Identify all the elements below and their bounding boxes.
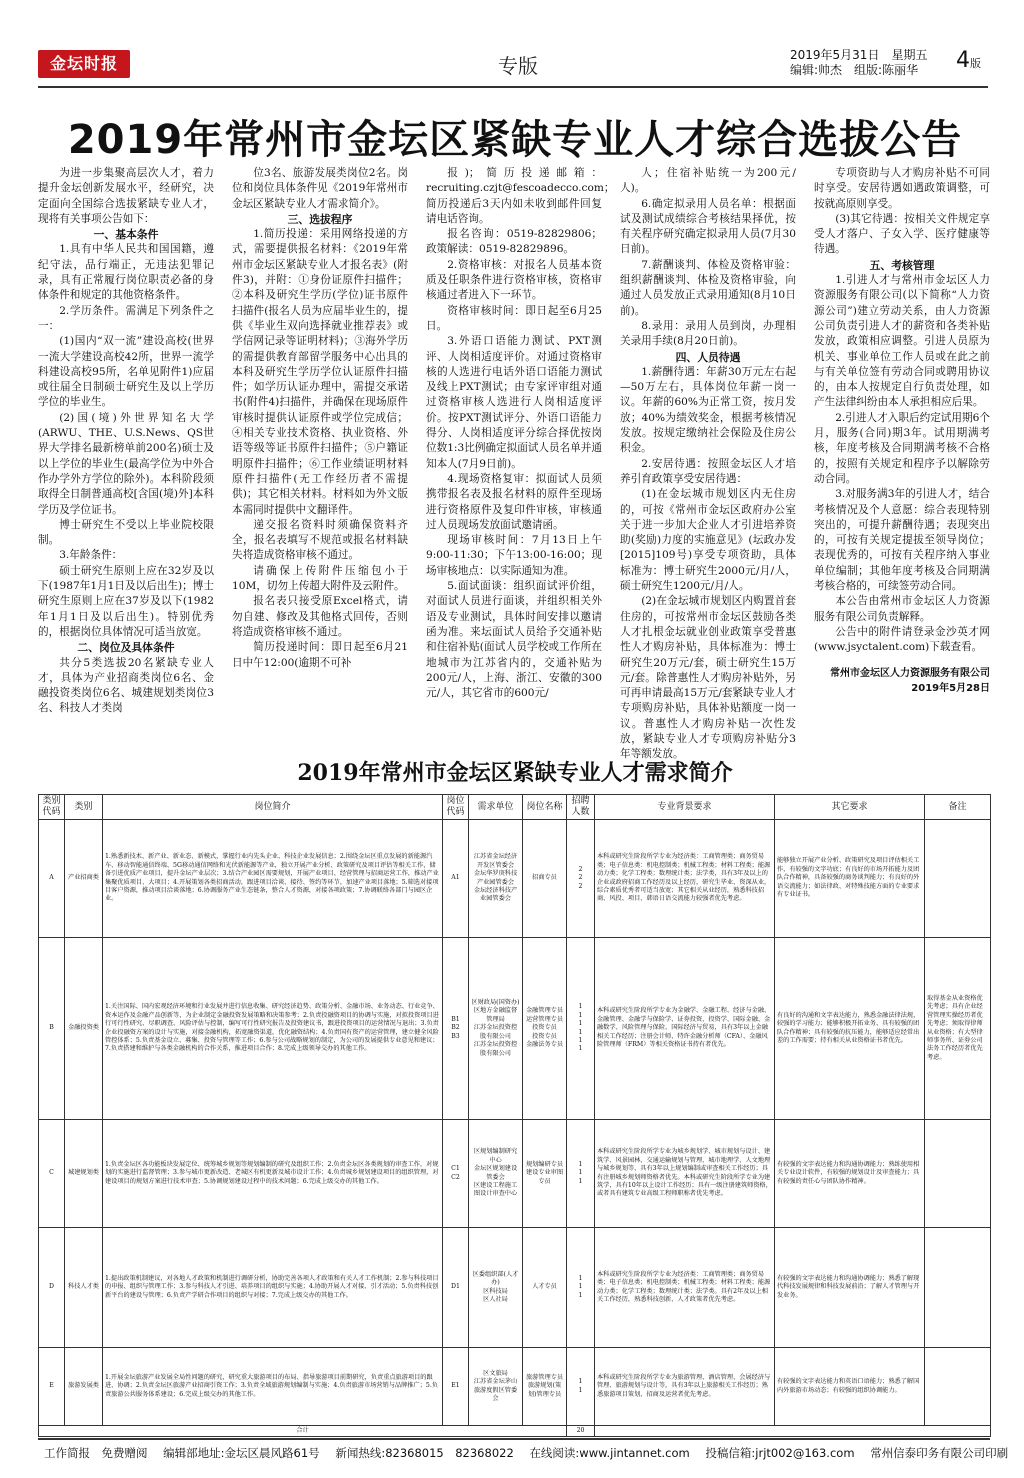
requirements-table [38,794,991,1437]
remark [925,820,991,938]
paragraph: 1.引进人才与常州市金坛区人力资源服务有限公司(以下简称“人力资源公司”)建立劳动关系，由人力资源公司负责引进人才的薪资和各类补贴发放，政策相应调整。引进人员原为机关、事业单位工作人员或在此之前与有关单位签有劳动合同或聘用协议的，由本人按规定自行负责处理，如产生法律纠纷由本人承担相应后果。 [814,274,990,409]
text-column [426,166,615,701]
post-name: 旅游管理专员 旅游规划(策划)管理专员 [523,1348,567,1426]
paragraph: 专项资助与人才购房补贴不可同时享受。安居待遇如遇政策调整，可按就高原则享受。 [814,167,990,210]
column-header: 需求单位 [469,795,523,820]
paragraph: 博士研究生不受以上毕业院校限制。 [38,518,214,547]
demand-unit: 区文旅局 江苏省金坛茅山旅游度假区管委会 [469,1348,523,1426]
post-intro: 1.开展金坛旅游产业发展全局性问题的研究，研究重大旅游项目的布局、指导旅游项目前期研究，负责重点旅游项目的跟进、协调；2.负责金坛区旅游产业招商引资工作；3.负责全域旅游规划编制与实施；4.负责旅游市场营销与品牌推广；5.负责旅游公共服务体系建设；6.完成上级交办的其他工作。 [103,1348,443,1426]
hire-count: 2 2 2 [567,820,595,938]
section-heading: 四、人员待遇 [675,350,741,364]
newspaper-logo: 金坛时报 [38,50,130,78]
page-unit: 版 [970,57,981,70]
paragraph: 为进一步集聚高层次人才，着力提升金坛创新发展水平，经研究，决定面向全国综合选拔紧缺专业人才，现将有关事项公告如下： [38,167,214,225]
column-header: 岗位代码 [443,795,469,820]
section-heading: 三、选拔程序 [287,212,353,226]
footer-address: 编辑部地址:金坛区晨风路61号 [163,1446,320,1460]
post-intro: 1.负责金坛区各功能板块发展定位、统筹城乡规划等规划编制的研究及组织工作；2.负责金坛区各类规划的审查工作，对规划的实施进行监督管理；3.参与城市更新改造、老城区有机更新及城市设计工作；4.负责城乡规划建设项目的组织管理，对建设项目的规划方案进行技术审查；5.协调规划建设过程中的技术问题；6.完成上级交办的其他工作。 [103,1120,443,1228]
page-title: 2019年常州市金坛区紧缺专业人才综合选拔公告 [67,117,963,163]
table-row [39,1228,991,1348]
major-requirement: 本科或研究生阶段所学专业为经济类：工商管理类；商务贸易类；电子信息类：机电控制类；机械工程类；材料工程类；能源动力类；化学工程类；数理统计类；法学类，具有3年及以上的企业或政府招商工作经历及以上经历，研究生毕业、资深从业，综合素质优秀者可适当放宽；其它相关从业经历，熟悉科技招商、风投、项目、韩语日语交流能力较强者优先考虑。 [595,820,775,938]
post-code: B1 B2 B3 [443,938,469,1120]
post-intro: 1.熟悉新技术、新产业、新业态、新模式，掌握行业内先头企业、科技企业发展信息；2.围绕金坛区重点发展的新能源汽车、移动智能通信终端、5G移动通信网络和光伏新能源等产业，独立开展产业分析、政策研究及项目评估等相关工作，储备引进优质产业项目，提升金坛产业层次；3.结合产业园区需要规划，开展产业项目、经营管理与招商运营工作，推动产业集聚优质项目、大项目；4.开展策划各类招商活动，跟进项目洽谈、接待、签约等环节，加速产业项目落地；5.筛选对接项目客户资源，推动项目洽谈落地；6.协调服务产业生态链条，整合人才资源，对接各项政策；7.协调联络各部门与园区企业。 [103,820,443,938]
other-requirement: 有良好的沟通和文字表达能力，熟悉金融法律法规，较强的学习能力；能够积极开拓业务、具有较强的团队合作精神；具有较强的抗压能力，能够适应经常出差的工作需要；持有相关从业资格证书者优先。 [775,938,925,1120]
paragraph: 2.安居待遇：按照金坛区人才培养引育政策享受安居待遇： [620,457,796,485]
announcement-columns [38,166,990,761]
paragraph: 3.对服务满3年的引进人才，结合考核情况及个人意愿：综合表现特别突出的，可提升薪酬待遇；表现突出的，可按有关规定提拔至领导岗位；表现优秀的，可按有关程序纳入事业单位编制；其他年度考核及合同期满考核合格的，可续签劳动合同。 [814,488,990,593]
paragraph: 递交报名资料时须确保资料齐全，报名表填写不规范或报名材料缺失将造成资格审核不通过。 [232,518,408,562]
post-name: 人才专员 [523,1228,567,1348]
page-number [956,48,981,73]
column-header: 其它要求 [775,795,925,820]
major-requirement: 本科或研究生阶段所学专业为经济类：工商管理类；商务贸易类；电子信息类；机电控制类；机械工程类；材料工程类；能源动力类；化学工程类；数理统计类；法学类。具有2年及以上相关工作经历，熟悉科技创新、人才政策者优先考虑。 [595,1228,775,1348]
demand-unit: 区财政局(国资办) 区地方金融监督管理局 江苏金坛投资控股有限公司 江苏金坛投资控股有限公司 [469,938,523,1120]
other-requirement: 能够独立开展产业分析、政策研究及项目评估相关工作，有较强的文字功底；有良好的市场开拓能力及团队合作精神，具备较强的商务谈判能力；有良好的外语交流能力；如法律政、对特殊技能方面的专业要求有专业证书。 [775,820,925,938]
demand-unit: 江苏省金坛经济开发区管委会 金坛华罗庚科技产业园管委会 金坛经济科技产业园管委会 [469,820,523,938]
column-header: 备注 [925,795,991,820]
category-code: B [39,938,65,1120]
section-name: 专版 [498,54,538,78]
column-header: 岗位名称 [523,795,567,820]
paragraph: 4.现场资格复审：拟面试人员须携带报名表及报名材料的原件至现场进行资格原件及复印件审核，审核通过人员现场发放面试邀请函。 [426,472,602,531]
hire-count: 1 1 1 [567,1228,595,1348]
remark [925,1348,991,1426]
paragraph: 资格审核时间：即日起至6月25日。 [426,304,602,332]
category-name: 城建规划类 [65,1120,103,1228]
post-intro: 1.提出政策机制建议，对各地人才政策和机制进行调研分析，协助完善各项人才政策和有关人才工作机制；2.参与科技项目的申报、组织与管理工作；3.参与科技人才引进、培养项目的组织与实施；4.协助开展人才对接、引才活动；5.负责科技创新平台的建设与管理；6.负责产学研合作项目的组织与对接；7.完成上级交办的其他工作。 [103,1228,443,1348]
paragraph: 位3名、旅游发展类岗位2名。岗位和岗位具体条件见《2019年常州市金坛区紧缺专业人才需求简介》。 [232,167,408,210]
category-name: 金融投资类 [65,938,103,1120]
paragraph: 报名咨询：0519-82829806；政策解读：0519-82829896。 [426,228,602,256]
paragraph: 本公告由常州市金坛区人力资源服务有限公司负责解释。 [814,595,990,623]
paragraph: 5.面试面谈：组织面试评价组，对面试人员进行面谈，并组织相关外语及专业测试，具体时间安排以邀请函为准。来坛面试人员给予交通补贴和住宿补贴(面试人员学校或工作所在地城市为江苏省内的，交通补贴为200元/人，上海、浙江、安徽的300元/人，其它省市的600元/ [426,580,602,700]
column-header: 招聘人数 [567,795,595,820]
post-name: 规划编研专员 建设专业审图专员 [523,1120,567,1228]
paragraph: (2)在金坛城市规划区内购置首套住房的，可按常州市金坛区鼓励各类人才扎根金坛就业创业政策享受普惠性人才购房补贴，具体标准为：博士研究生20万元/套，硕士研究生15万元/套。除普惠性人才购房补贴外，另可再申请最高15万元/套紧缺专业人才专项购房补贴，具体补贴额度一岗一议。普惠性人才购房补贴一次性发放，紧缺专业人才专项购房补贴分3年等额发放。 [620,595,796,761]
other-requirement: 有较强的文字表达能力和沟通协调能力；熟练使用相关专业设计软件，有较强的规划设计及审查能力；具有较强的责任心与团队协作精神。 [775,1120,925,1228]
category-code: E [39,1348,65,1426]
major-requirement: 本科或研究生阶段所学专业为金融学、金融工程、经济与金融、金融管理、金融学与保险学、证券投资、投资学、国际金融、金融数学、风险管理与保险、国际经济与贸易，具有3年以上金融相关工作经历；注册会计师、特许金融分析师（CFA）、金融风险管理师（FRM）等相关资格证书持有者优先。 [595,938,775,1120]
paragraph: (2)国(境)外世界知名大学(ARWU、THE、U.S.News、QS世界大学排名最新榜单前200名)硕士及以上学位的毕业生(最高学位为中外合作办学外方学位的除外)。本科阶段须取得全日制普通高校[含国(境)外]本科学历及学位证书。 [38,411,214,516]
hire-count: 1 1 [567,1348,595,1426]
paragraph: 现场审核时间：7月13日上午9:00-11:30；下午13:00-16:00；现场审核地点：以实际通知为准。 [426,534,602,577]
total-label: 合计 [39,1426,567,1437]
total-row [39,1426,991,1437]
signature: 常州市金坛区人力资源服务有限公司 [830,667,990,679]
post-code: D1 [443,1228,469,1348]
paragraph: 硕士研究生原则上应在32岁及以下(1987年1月1日及以后出生)；博士研究生原则上应在37岁及以下(1982年1月1日及以后出生)。特别优秀的，根据岗位具体情况可适当放宽。 [38,564,214,638]
table-header-row [39,795,991,820]
footer-printer: 常州信泰印务有限公司印刷 [870,1446,1009,1460]
paragraph: 共分5类选拔20名紧缺专业人才，具体为产业招商类岗位6名、金融投资类岗位6名、城建规划类岗位3名、科技人才类岗 [38,656,214,715]
footer-online: 在线阅读:www.jintannet.com [529,1446,690,1460]
text-column [38,166,214,717]
issue-date: 2019年5月31日 星期五 [790,48,928,62]
footer-brief: 工作简报 免费赠阅 [44,1446,148,1460]
paragraph: 3.年龄条件： [59,549,123,562]
dateline [790,48,927,78]
masthead [38,46,988,88]
post-intro: 1.关注国际、国内宏观经济环境和行业发展并进行信息收集、研究经济趋势、政策分析、金融市场、业务动态、行业竞争、资本运作及金融产品创新等，为企业制定金融投资发展策略和决策参考；2.负责投融资项目的协调与实施，对拟投资项目进行可行性研究、尽职调查、风险评估与控制，编写可行性研究报告及投资建议书，跟进投资项目的运营情况与退出；3.负责企业投融资方案的设计与实施，对接金融机构，拓宽融资渠道，优化融资结构；4.负责国有资产的运营管理，建立健全风险管控体系；5.负责基金设立、募集、投资与管理等工作；6.参与公司战略规划的制定，为公司的发展提供专业意见和建议；7.负责搭建和维护与各类金融机构的合作关系，推进项目合作；8.完成上级领导交办的其他工作。 [103,938,443,1120]
remark [925,1120,991,1228]
footer [38,1438,1009,1461]
paragraph: 2.学历条件。需满足下列条件之一： [38,304,214,332]
paragraph: 报名表只接受原Excel格式，请勿自建、修改及其他格式回传，否则将造成资格审核不通过。 [232,595,408,638]
paragraph: 1.薪酬待遇：年薪30万元左右起—50万左右，具体岗位年薪一岗一议。年薪的60%为正常工资，按月发放；40%为绩效奖金，根据考核情况发放。按规定缴纳社会保险及住房公积金。 [620,365,796,455]
table-row [39,820,991,938]
paragraph: (3)其它待遇：按相关文件规定享受人才落户、子女入学、医疗健康等待遇。 [814,212,990,256]
column-header: 类别代码 [39,795,65,820]
other-requirement: 有较强的文字表达能力和沟通协调能力；熟悉了解现代科技发展规律和科技发展前沿；了解人才管理与开发业务。 [775,1228,925,1348]
section-heading: 二、岗位及具体条件 [77,641,175,655]
major-requirement: 本科或研究生阶段所学专业为城乡规划学、城市规划与设计、建筑学、风景园林、交通运输规划与管理、城市地理学、人文地理与城乡规划等，具有3年以上规划编制或审查相关工作经历；具有注册城乡规划师资格者优先。本科或研究生阶段所学专业为建筑学，具有10年以上设计工作经历；具有一级注册建筑师资格，或者具有建筑专业高级工程师职称者优先考虑。 [595,1120,775,1228]
paragraph: 请确保上传附件压缩包小于10M，切勿上传超大附件及云附件。 [232,564,408,593]
category-code: D [39,1228,65,1348]
text-column [620,166,796,763]
table-row [39,938,991,1120]
paragraph: 3.外语口语能力测试、PXT测评、人岗相适度评价。对通过资格审核的人选进行电话外语口语能力测试及线上PXT测试；由专家评审组对通过资格审核人选进行人岗相适度评价。按PXT测试评分、外语口语能力得分、人岗相适度评分综合择优按岗位数1:3比例确定拟面试人员名单并通知本人(7月9日前)。 [426,335,602,470]
column-header: 类别 [65,795,103,820]
category-code: A [39,820,65,938]
paragraph: 2.资格审核：对报名人员基本资质及任职条件进行资格审核，资格审核通过者进入下一环节。 [426,258,602,302]
paragraph: (1)国内“双一流”建设高校(世界一流大学建设高校42所，世界一流学科建设高校95所，名单见附件1)应届或往届全日制硕士研究生及以上学历学位的毕业生。 [38,335,214,409]
table-row [39,1120,991,1228]
paragraph: 简历投递时间：即日起至6月21日中午12:00(逾期不可补 [232,641,408,669]
demand-unit: 区规划编制研究中心 金坛区规划建设管委会 区建设工程施工图设计审查中心 [469,1120,523,1228]
category-name: 产业招商类 [65,820,103,938]
category-name: 科技人才类 [65,1228,103,1348]
footer-hotline: 新闻热线:82368015 82368022 [335,1446,514,1460]
post-code: E1 [443,1348,469,1426]
paragraph: 1.简历投递：采用网络投递的方式，需要提供报名材料：《2019年常州市金坛区紧缺专业人才报名表》(附件3)，并附：①身份证原件扫描件；②本科及研究生学历(学位)证书原件扫描件(报名人员为应届毕业生的，提供《毕业生双向选择就业推荐表》或学信网记录等证明材料)；③海外学历的需提供教育部留学服务中心出具的本科及研究生学历学位认证原件扫描件；如学历认证办理中，需提交承诺书(附件4)扫描件，并确保在现场原件审核时提供认证原件或学位完成信；④相关专业技术资格、执业资格、外语等级等证书原件扫描件；⑤户籍证明原件扫描件；⑥工作业绩证明材料原件扫描件(无工作经历者不需提供)；其它相关材料。材料如为外文版本需同时提供中文翻译件。 [232,228,408,516]
post-name: 金融管理专员 运营管理专员 投资专员 投资专员 金融法务专员 [523,938,567,1120]
paragraph: 人；住宿补贴统一为200元/人)。 [620,167,796,195]
total-count: 20 [567,1426,595,1437]
paragraph: 1.具有中华人民共和国国籍，遵纪守法，品行端正，无违法犯罪记录，具有正常履行岗位职责必备的身体条件和规定的其他资格条件。 [38,243,214,302]
section-heading: 一、基本条件 [93,228,159,242]
section-heading: 五、考核管理 [869,258,935,272]
hire-count: 1 1 1 1 1 1 [567,938,595,1120]
column-header: 专业背景要求 [595,795,775,820]
column-header: 岗位简介 [103,795,443,820]
post-code: C1 C2 [443,1120,469,1228]
footer-email: 投稿信箱:jrjt002@163.com [705,1446,855,1460]
text-column [814,166,990,696]
other-requirement: 有较强的文字表达能力和英语口语能力；熟悉了解国内外旅游市场动态；有较强的组织协调能力。 [775,1348,925,1426]
remark [925,1228,991,1348]
total-empty [595,1426,991,1437]
paragraph: 8.录用：录用人员到岗，办理相关录用手续(8月20日前)。 [620,319,796,348]
paragraph: (1)在金坛城市规划区内无住房的，可按《常州市金坛区政府办公室关于进一步加大企业人才引进培养资助(奖励)力度的实施意见》(坛政办发[2015]109号)享受专项资助，具体标准为：博士研究生2000元/月/人，硕士研究生1200元/月/人。 [620,488,796,593]
paragraph: 6.确定拟录用人员名单：根据面试及测试成绩综合考核结果择优，按有关程序研究确定拟录用人员(7月30日前)。 [620,197,796,256]
paragraph: 7.薪酬谈判、体检及资格审验：组织薪酬谈判、体检及资格审验，向通过人员发放正式录用通知(8月10日前)。 [620,258,796,317]
table-title: 2019年常州市金坛区紧缺专业人才需求简介 [297,760,733,786]
remark: 取得基金从业资格优先考虑；具有企业经营管理实操经历者优先考虑；须取得律师从业资格；有大型律师事务所、证券公司法务工作经历者优先考虑。 [925,938,991,1120]
hire-count: 1 1 1 [567,1120,595,1228]
paragraph: 报)；简历投递邮箱：recruiting.czjt@fescoadecco.com；简历投递后3天内如未收到邮件回复请电话咨询。 [426,167,615,225]
text-column [232,166,408,671]
paragraph: 公告中的附件请登录金沙英才网(www.jsyctalent.com)下载查看。 [814,625,990,654]
paragraph: 2.引进人才入职后约定试用期6个月，服务(合同)期3年。试用期满考核，年度考核及合同期满考核不合格的，按照有关规定和程序予以解除劳动合同。 [814,411,990,485]
signature: 2019年5月28日 [911,682,990,694]
major-requirement: 本科或研究生阶段所学专业为旅游管理、酒店管理、会展经济与管理、旅游规划与设计等，具有3年以上旅游相关工作经历；熟悉旅游项目策划、招商及运营者优先考虑。 [595,1348,775,1426]
post-code: A1 [443,820,469,938]
post-name: 招商专员 [523,820,567,938]
editor-credits: 编辑:帅杰 组版:陈丽华 [790,63,919,77]
table-row [39,1348,991,1426]
demand-unit: 区委组织部(人才办) 区科技局 区人社局 [469,1228,523,1348]
page-number-value: 4 [956,48,970,73]
category-name: 旅游发展类 [65,1348,103,1426]
category-code: C [39,1120,65,1228]
